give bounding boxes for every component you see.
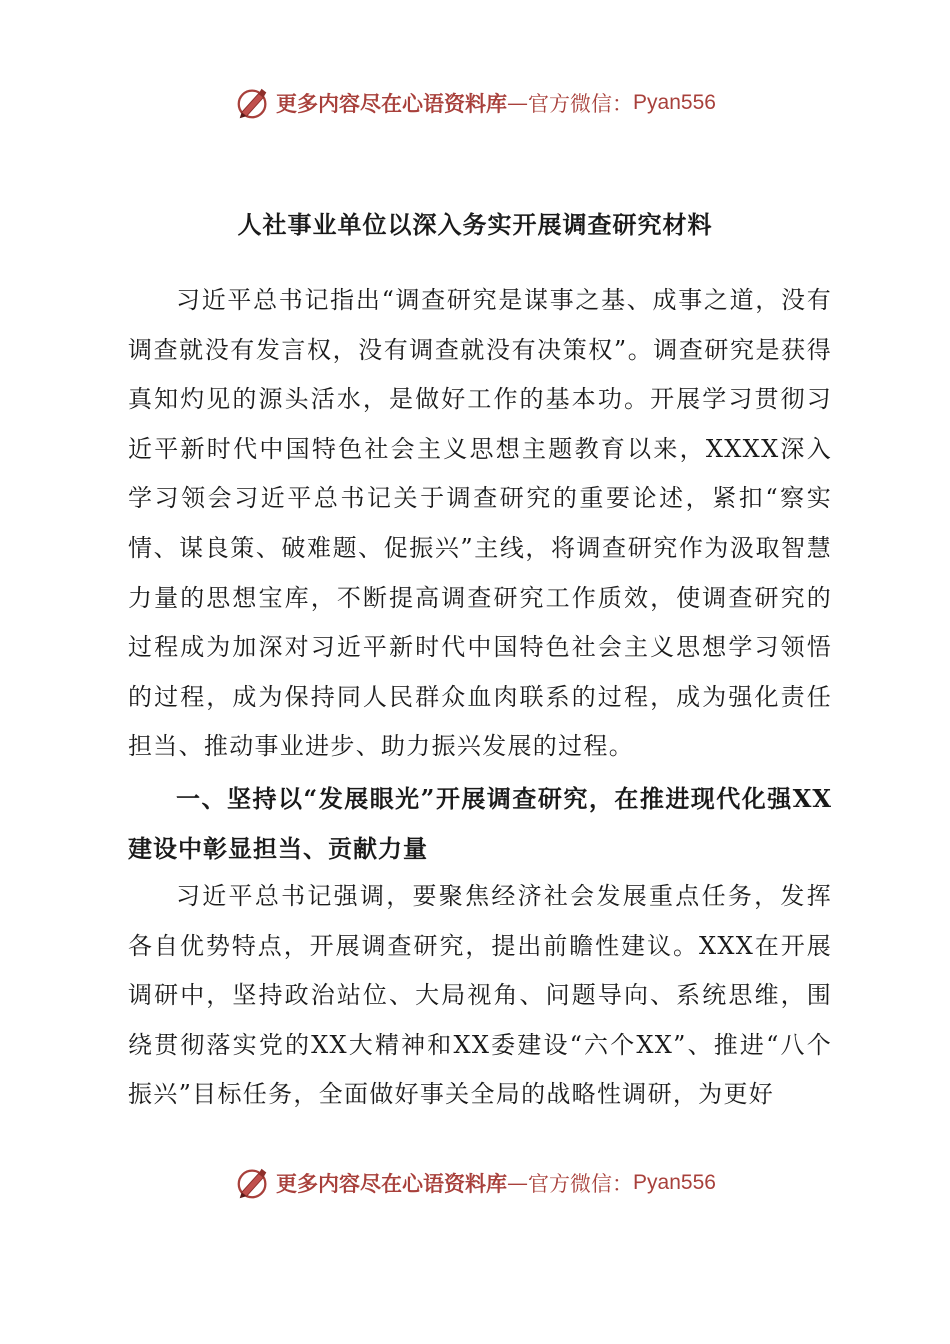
pen-logo-icon	[234, 1164, 272, 1202]
watermark-wechat-label: 官方微信：	[528, 1172, 634, 1196]
paragraph-section-1: 习近平总书记强调，要聚焦经济社会发展重点任务，发挥各自优势特点，开展调查研究，提出前瞻性建议。XXX在开展调研中，坚持政治站位、大局视角、问题导向、系统思维，围绕贯彻落实党的XX大精神和XX委建设“六个XX”、推进“八个振兴”目标任务，全面做好事关全局的战略性调研，为更好	[128, 882, 832, 1109]
pen-logo-icon	[234, 84, 272, 122]
document-title: 人社事业单位以深入务实开展调查研究材料	[237, 210, 713, 239]
watermark-dash: —	[507, 91, 529, 115]
watermark-banner-top	[0, 78, 950, 128]
watermark-wechat-id: Pyan556	[633, 1171, 716, 1194]
section-heading-1: 一、坚持以“发展眼光”开展调查研究，在推进现代化强XX建设中彰显担当、贡献力量	[128, 784, 832, 863]
watermark-dash: —	[507, 1171, 529, 1195]
watermark-wechat-id: Pyan556	[633, 91, 716, 114]
watermark-wechat-label: 官方微信：	[528, 92, 634, 116]
watermark-banner-bottom	[0, 1158, 950, 1208]
paragraph-intro: 习近平总书记指出“调查研究是谋事之基、成事之道，没有调查就没有发言权，没有调查就没有决策权”。调查研究是获得真知灼见的源头活水，是做好工作的基本功。开展学习贯彻习近平新时代中国特色社会主义思想主题教育以来，XXXX深入学习领会习近平总书记关于调查研究的重要论述，紧扣“察实情、谋良策、破难题、促振兴”主线，将调查研究作为汲取智慧力量的思想宝库，不断提高调查研究工作质效，使调查研究的过程成为加深对习近平新时代中国特色社会主义思想学习领悟的过程，成为保持同人民群众血肉联系的过程，成为强化责任担当、推动事业进步、助力振兴发展的过程。	[128, 286, 832, 761]
watermark-text: 更多内容尽在心语资料库	[276, 91, 508, 116]
watermark-text: 更多内容尽在心语资料库	[276, 1171, 508, 1196]
